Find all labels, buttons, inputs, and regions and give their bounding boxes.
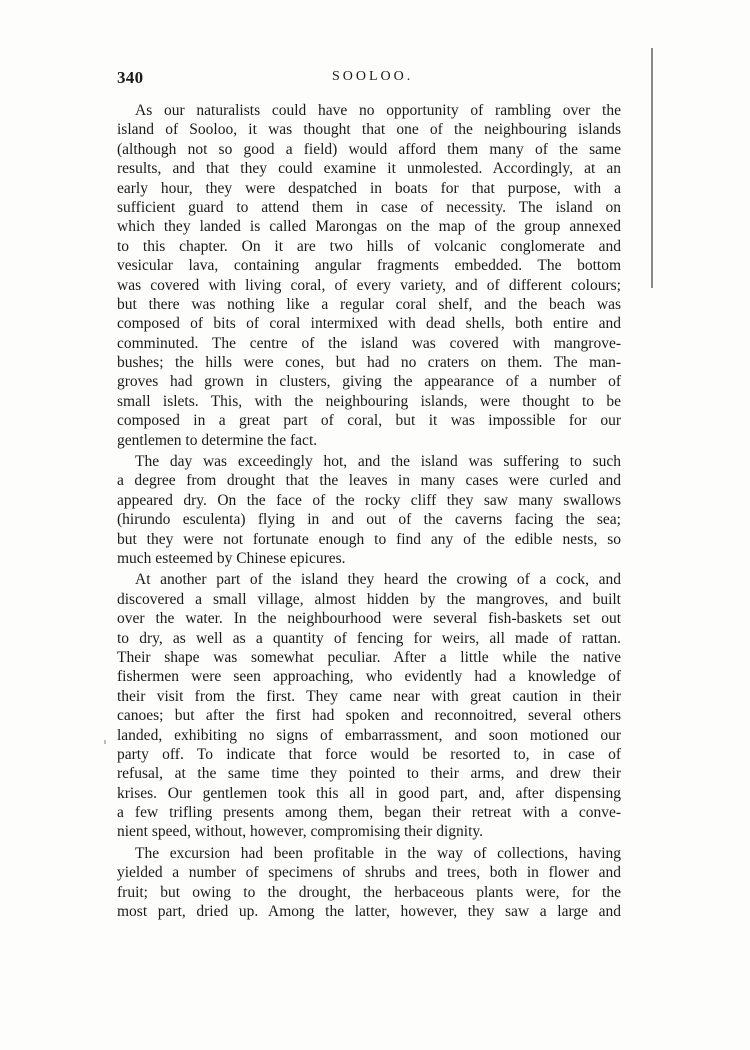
text-line: nient speed, without, however, compromising their dignity. (117, 823, 484, 841)
text-line: fishermen were seen approaching, who evidently had a knowledge of (117, 668, 621, 686)
text-line: a degree from drought that the leaves in many cases were curled and (117, 472, 621, 490)
body-text (117, 101, 621, 921)
text-line: At another part of the island they heard the crowing of a cock, and (135, 571, 621, 589)
binding-edge-line (651, 48, 653, 288)
text-line: results, and that they could examine it unmolested. Accordingly, at an (117, 160, 621, 178)
text-line: refusal, at the same time they pointed to their arms, and drew their (117, 765, 621, 783)
text-line: much esteemed by Chinese epicures. (117, 549, 346, 567)
text-line: early hour, they were despatched in boats for that purpose, with a (117, 179, 621, 197)
text-line: (although not so good a field) would afford them many of the same (117, 140, 621, 158)
text-line: but there was nothing like a regular coral shelf, and the beach was (117, 295, 621, 313)
text-line: gentlemen to determine the fact. (117, 431, 318, 449)
text-line: composed of bits of coral intermixed with dead shells, both entire and (117, 315, 621, 333)
page-number: 340 (117, 68, 144, 87)
text-line: a few trifling presents among them, began their retreat with a conve- (117, 804, 621, 822)
text-line: party off. To indicate that force would be resorted to, in case of (117, 745, 621, 763)
text-line: sufficient guard to attend them in case of necessity. The island on (117, 198, 621, 216)
text-line: most part, dried up. Among the latter, however, they saw a large and (117, 903, 621, 921)
text-line: to dry, as well as a quantity of fencing for weirs, all made of rattan. (117, 629, 621, 647)
text-line: but they were not fortunate enough to find any of the edible nests, so (117, 530, 621, 548)
text-line: yielded a number of specimens of shrubs and trees, both in flower and (117, 864, 621, 882)
text-line: composed in a great part of coral, but it was impossible for our (117, 412, 621, 430)
ink-speck (104, 740, 106, 744)
running-head (117, 68, 617, 92)
text-line: over the water. In the neighbourhood were several fish-baskets set out (117, 610, 621, 628)
text-line: groves had grown in clusters, giving the appearance of a number of (117, 373, 621, 391)
text-line: krises. Our gentlemen took this all in good part, and, after dispensing (117, 784, 621, 802)
running-title: SOOLOO. (332, 69, 414, 84)
text-line: was covered with living coral, of every variety, and of different colours; (117, 276, 621, 294)
text-line: comminuted. The centre of the island was covered with mangrove- (117, 334, 621, 352)
text-line: small islets. This, with the neighbouring islands, were thought to be (117, 392, 621, 410)
text-line: to this chapter. On it are two hills of volcanic conglomerate and (117, 237, 621, 255)
text-line: which they landed is called Marongas on the map of the group annexed (117, 218, 621, 236)
text-line: Their shape was somewhat peculiar. After a little while the native (117, 648, 621, 666)
text-line: vesicular lava, containing angular fragments embedded. The bottom (117, 257, 621, 275)
text-line: appeared dry. On the face of the rocky cliff they saw many swallows (117, 491, 621, 509)
text-line: fruit; but owing to the drought, the herbaceous plants were, for the (117, 883, 621, 901)
text-line: As our naturalists could have no opportunity of rambling over the (135, 102, 621, 119)
text-line: (hirundo esculenta) flying in and out of the caverns facing the sea; (117, 511, 621, 529)
text-line: The day was exceedingly hot, and the island was suffering to such (135, 453, 621, 471)
text-line: canoes; but after the first had spoken and reconnoitred, several others (117, 707, 621, 725)
text-line: The excursion had been profitable in the way of collections, having (135, 844, 621, 862)
text-line: discovered a small village, almost hidden by the mangroves, and built (117, 590, 621, 608)
text-line: their visit from the first. They came near with great caution in their (117, 687, 621, 705)
text-line: bushes; the hills were cones, but had no craters on them. The man- (117, 354, 621, 372)
text-line: landed, exhibiting no signs of embarrassment, and soon motioned our (117, 726, 621, 744)
text-line: island of Sooloo, it was thought that one of the neighbouring islands (117, 121, 621, 139)
